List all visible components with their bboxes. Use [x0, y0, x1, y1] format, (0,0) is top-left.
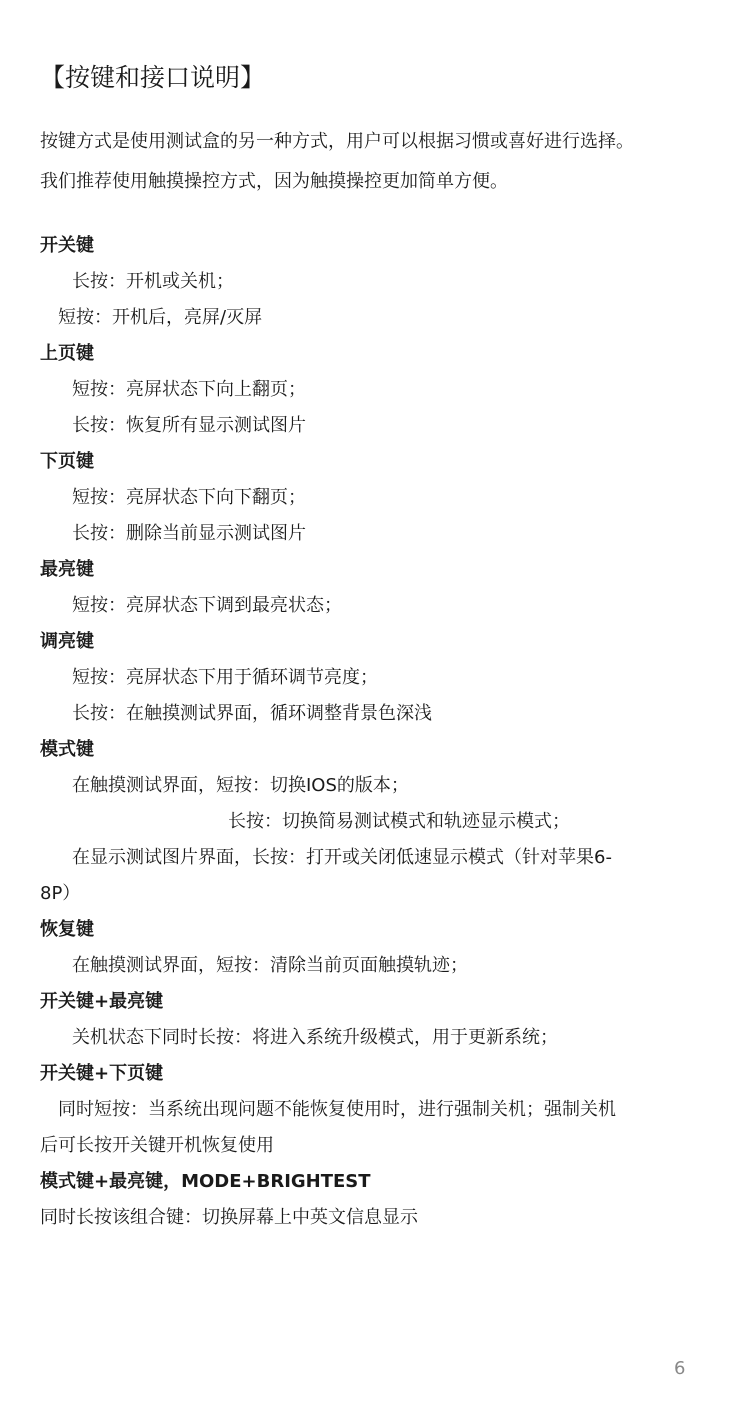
- intro-line: 我们推荐使用触摸操控方式，因为触摸操控更加简单方便。: [40, 171, 508, 192]
- section-line: 在显示测试图片界面，长按：打开或关闭低速显示模式（针对苹果6-: [72, 847, 612, 868]
- button-descriptions: [40, 228, 700, 1236]
- section-heading-restore: 恢复键: [40, 919, 94, 940]
- page-number: 6: [674, 1358, 686, 1379]
- section-heading-mode-brightest: 模式键+最亮键，MODE+BRIGHTEST: [40, 1171, 371, 1192]
- section-heading-power-page-down: 开关键+下页键: [40, 1063, 164, 1084]
- section-heading-mode: 模式键: [40, 739, 94, 760]
- section-line: 长按：恢复所有显示测试图片: [72, 415, 306, 436]
- section-heading-page-up: 上页键: [40, 343, 94, 364]
- section-heading-adjust-brightness: 调亮键: [40, 631, 94, 652]
- section-heading-brightest: 最亮键: [40, 559, 94, 580]
- section-line: 短按：亮屏状态下调到最亮状态；: [72, 595, 342, 616]
- section-line: 关机状态下同时长按：将进入系统升级模式，用于更新系统；: [72, 1027, 558, 1048]
- section-line: 短按：亮屏状态下向下翻页；: [72, 487, 306, 508]
- section-line: 8P）: [40, 883, 81, 904]
- intro-line: 按键方式是使用测试盒的另一种方式，用户可以根据习惯或喜好进行选择。: [40, 131, 634, 152]
- section-heading-power-brightest: 开关键+最亮键: [40, 991, 164, 1012]
- section-line: 长按：开机或关机；: [72, 271, 234, 292]
- section-line: 长按：切换简易测试模式和轨迹显示模式；: [228, 811, 570, 832]
- section-line: 短按：亮屏状态下向上翻页；: [72, 379, 306, 400]
- section-line: 短按：亮屏状态下用于循环调节亮度；: [72, 667, 378, 688]
- section-heading-page-down: 下页键: [40, 451, 94, 472]
- section-line: 在触摸测试界面，短按：清除当前页面触摸轨迹；: [72, 955, 468, 976]
- section-line: 后可长按开关键开机恢复使用: [40, 1135, 274, 1156]
- section-line: 同时短按：当系统出现问题不能恢复使用时，进行强制关机；强制关机: [58, 1099, 616, 1120]
- section-line: 长按：删除当前显示测试图片: [72, 523, 306, 544]
- section-line: 长按：在触摸测试界面，循环调整背景色深浅: [72, 703, 432, 724]
- section-line: 短按：开机后，亮屏/灭屏: [58, 307, 263, 328]
- section-line: 同时长按该组合键：切换屏幕上中英文信息显示: [40, 1207, 418, 1228]
- section-heading-power: 开关键: [40, 235, 94, 256]
- page-title: 【按键和接口说明】: [40, 63, 266, 92]
- section-line: 在触摸测试界面，短按：切换IOS的版本；: [72, 775, 409, 796]
- intro-paragraph: [40, 122, 634, 202]
